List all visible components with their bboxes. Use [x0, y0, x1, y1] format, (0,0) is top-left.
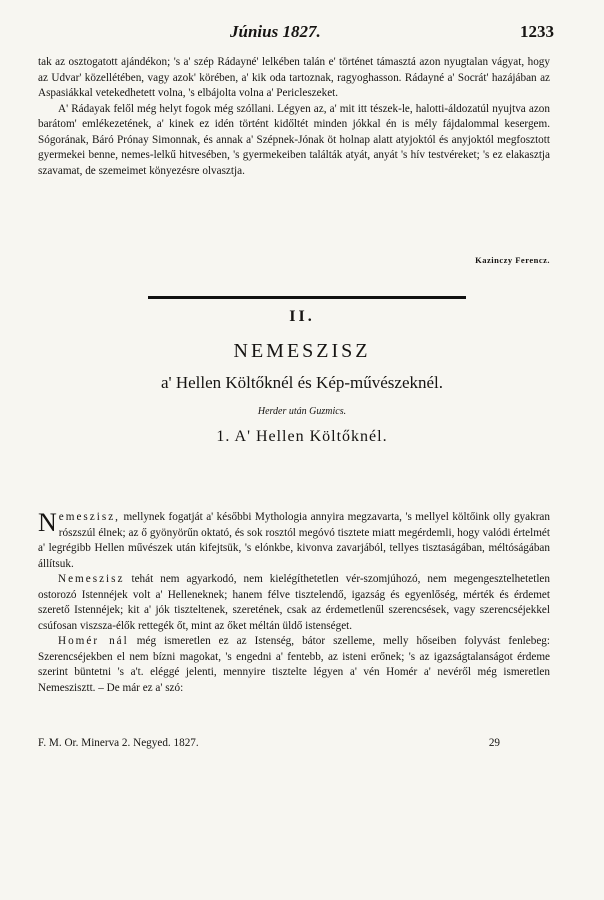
spaced-word: emeszisz, [58, 511, 120, 523]
page-header [0, 22, 604, 44]
previous-article-text [38, 55, 550, 179]
spaced-word: Homér nál [58, 635, 129, 647]
page-number: 1233 [520, 22, 554, 41]
paragraph [38, 634, 550, 696]
paragraph: A' Rádayak felől még helyt fogok még szóllani. Légyen az, a' mit itt tészek-le, halotti-áldozatúl nyujtva azon barátom' emlékezetének, a' kinek ez idén történt kidőltét minden jókkal én is mély fájdalommal kesergem. Sógorának, Báró Prónay Simonnak, és annak a' Szépnek-Jónak öt holnap alatt atyjoktól és anyjoktól megfosztott gyermekei benne, nemes-lelkű hitvesében, 's gyermekeiben találták atyát, anyát 's hív testvéreket; 's ez elakasztja szavamat, de szemeimet könyezésre olvasztja. [38, 102, 550, 177]
section-divider [148, 296, 466, 299]
sheet-number: 29 [488, 737, 500, 749]
paragraph-text: még ismeretlen ez az Istenség, bátor szelleme, melly hőseiben folyvást fenlebeg: Szerencséjekben el nem bízni magokat, 's engedni a' fentebb, az isteni erőnek; 's az igazságtalanságot érdeme szerint büntetni 's a't. eléggé jelenti, mennyire tisztelte légyen a' vén Homér a' nevéről még ismeretlen Nemeszisztt. – De már ez a' szó: [38, 635, 550, 694]
section-number: II. [289, 308, 315, 325]
paragraph [38, 510, 550, 572]
signature-mark: F. M. Or. Minerva 2. Negyed. 1827. [38, 737, 199, 749]
paragraph: tak az osztogatott ajándékon; 's a' szép Rádayné' lelkében talán e' történet támasztá azon nyugtalan vágyat, hogy az Udvar' közellétében, vagy azok' körében, a' kik oda tartoznak, ragyoghasson. Rádayné a' Socrát' hazájában az Aspasiákkal vetekedhetett volna, 's elbájolta volna a' Pericleszeket. [38, 56, 550, 99]
paragraph-text: mellynek fogatját a' későbbi Mythologia annyira megzavarta, 's mellyel költőink olly gyakran rószszúl élnek; az ő gyönyörűn oktató, és sok rosztól megóvó tisztete miatt megérdemli, hogy valódi értelmét a' legrégibb Hellen művészek után kifejtsük, 's elónkbe, kivonva zavarjából, tellyes tisztaságában, méltóságában állítsuk. [38, 511, 550, 570]
spaced-word: Nemeszisz [58, 573, 125, 585]
page-footer [38, 737, 550, 753]
drop-cap: N [38, 508, 57, 537]
part-heading: 1. A' Hellen Költőknél. [216, 428, 388, 445]
paragraph-text: tehát nem agyarkodó, nem kielégíthetetlen vér-szomjúhozó, nem megengesztelhetetlen ostorozó Istennéjek volt a' Helleneknek; hanem félve tisztelendő, igazság és egyenlőség, mérték és érdemet szerető Istennéjek; kit a' jók tiszteltenek, szeretének, csak az érdemetlenűl szerencsések, vagy szerencséjekkel csúfosan viszsza-élők rettegék őt, mint az őket méltán üldő istenséget. [38, 573, 550, 632]
article-title: NEMESZISZ [233, 340, 371, 362]
author-signature: Kazinczy Ferencz. [475, 255, 550, 265]
article-subtitle: a' Hellen Költőknél és Kép-művészeknél. [160, 373, 444, 392]
article-byline: Herder után Guzmics. [257, 406, 347, 417]
running-title: Június 1827. [230, 22, 321, 41]
article-body [38, 510, 550, 696]
paragraph [38, 572, 550, 634]
